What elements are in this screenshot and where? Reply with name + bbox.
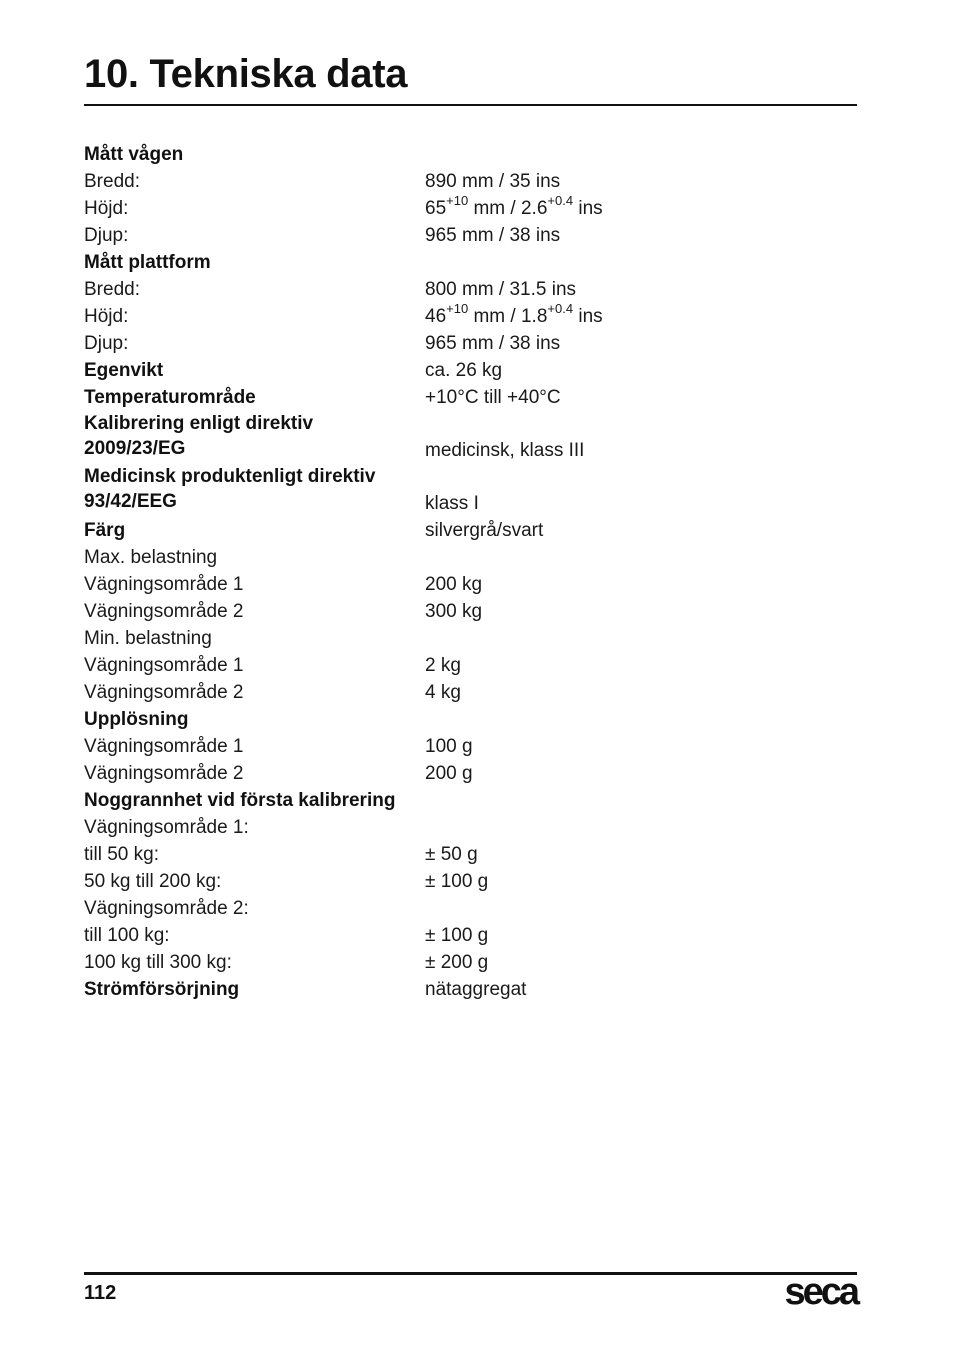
spec-row [84,544,857,571]
spec-value: +10°C till +40°C [425,387,561,408]
spec-row [84,625,857,652]
spec-label: Vägningsområde 2 [84,601,244,622]
spec-label: Max. belastning [84,547,218,568]
spec-row [84,841,857,868]
spec-row [84,330,857,357]
spec-row [84,598,857,625]
spec-row [84,464,857,517]
spec-value: 300 kg [425,601,483,622]
spec-row [84,679,857,706]
spec-row [84,976,857,1003]
spec-value: nätaggregat [425,979,527,1000]
spec-value: $46^{+10}$ mm / $1.8^{+0.4}$ ins [425,300,603,327]
spec-label: Mått vågen [84,144,184,165]
spec-label: Min. belastning [84,628,212,649]
spec-row [84,706,857,733]
spec-label: Bredd: [84,171,140,192]
spec-value: ± 100 g [425,925,489,946]
spec-table [84,141,857,1003]
spec-label: 50 kg till 200 kg: [84,871,222,892]
spec-value: 965 mm / 38 ins [425,333,561,354]
spec-label: Egenvikt [84,360,164,381]
spec-row [84,895,857,922]
spec-value: 890 mm / 35 ins [425,171,561,192]
spec-label: Vägningsområde 1 [84,574,244,595]
spec-row [84,411,857,464]
tolerance-superscript: +0.4 [547,300,574,316]
spec-label: Höjd: [84,306,129,327]
title-divider [84,104,857,106]
spec-label: Vägningsområde 2 [84,682,244,703]
spec-row [84,300,857,330]
spec-label: Vägningsområde 2 [84,763,244,784]
spec-label: Strömförsörjning [84,979,240,1000]
page-title: 10. Tekniska data [84,52,408,96]
spec-label: Vägningsområde 1 [84,736,244,757]
spec-value: 100 g [425,736,473,757]
spec-row [84,141,857,168]
spec-label: till 50 kg: [84,844,159,865]
spec-label: Medicinsk produktenligt direktiv 93/42/EEG [84,466,376,512]
spec-row [84,787,857,814]
spec-row [84,222,857,249]
tolerance-superscript: +10 [446,192,469,208]
spec-label: Vägningsområde 2: [84,898,249,919]
spec-row [84,760,857,787]
spec-row [84,249,857,276]
spec-value: silvergrå/svart [425,520,544,541]
spec-label: Temperaturområde [84,387,256,408]
spec-row [84,949,857,976]
spec-value: 200 kg [425,574,483,595]
spec-value: 2 kg [425,655,461,676]
spec-value: ca. 26 kg [425,360,503,381]
spec-row [84,192,857,222]
spec-row [84,733,857,760]
spec-label: 100 kg till 300 kg: [84,952,232,973]
spec-row [84,922,857,949]
spec-row [84,571,857,598]
spec-label: Noggrannhet vid första kalibrering [84,790,396,811]
spec-label: Mått plattform [84,252,211,273]
page-number: 112 [84,1282,117,1304]
spec-label: Bredd: [84,279,140,300]
spec-value: ± 50 g [425,844,478,865]
spec-row [84,168,857,195]
footer-divider [84,1272,857,1275]
spec-value: 4 kg [425,682,461,703]
tolerance-superscript: +0.4 [547,192,574,208]
spec-label: Djup: [84,225,129,246]
spec-row [84,868,857,895]
spec-label: Vägningsområde 1: [84,817,249,838]
spec-label: Färg [84,520,126,541]
spec-row [84,384,857,411]
spec-row [84,517,857,544]
spec-value: medicinsk, klass III [425,440,585,461]
spec-value: 965 mm / 38 ins [425,225,561,246]
spec-label: till 100 kg: [84,925,170,946]
spec-row [84,814,857,841]
tolerance-superscript: +10 [446,300,469,316]
spec-row [84,652,857,679]
spec-row [84,276,857,303]
spec-value: $65^{+10}$ mm / $2.6^{+0.4}$ ins [425,192,603,219]
spec-label: Upplösning [84,709,189,730]
spec-label: Djup: [84,333,129,354]
spec-label: Kalibrering enligt direktiv 2009/23/EG [84,413,314,459]
spec-value: klass I [425,493,479,514]
spec-label: Höjd: [84,198,129,219]
spec-value: ± 200 g [425,952,489,973]
spec-value: 200 g [425,763,473,784]
spec-row [84,357,857,384]
seca-logo: seca [784,1271,857,1313]
spec-value: ± 100 g [425,871,489,892]
spec-value: 800 mm / 31.5 ins [425,279,577,300]
spec-label: Vägningsområde 1 [84,655,244,676]
